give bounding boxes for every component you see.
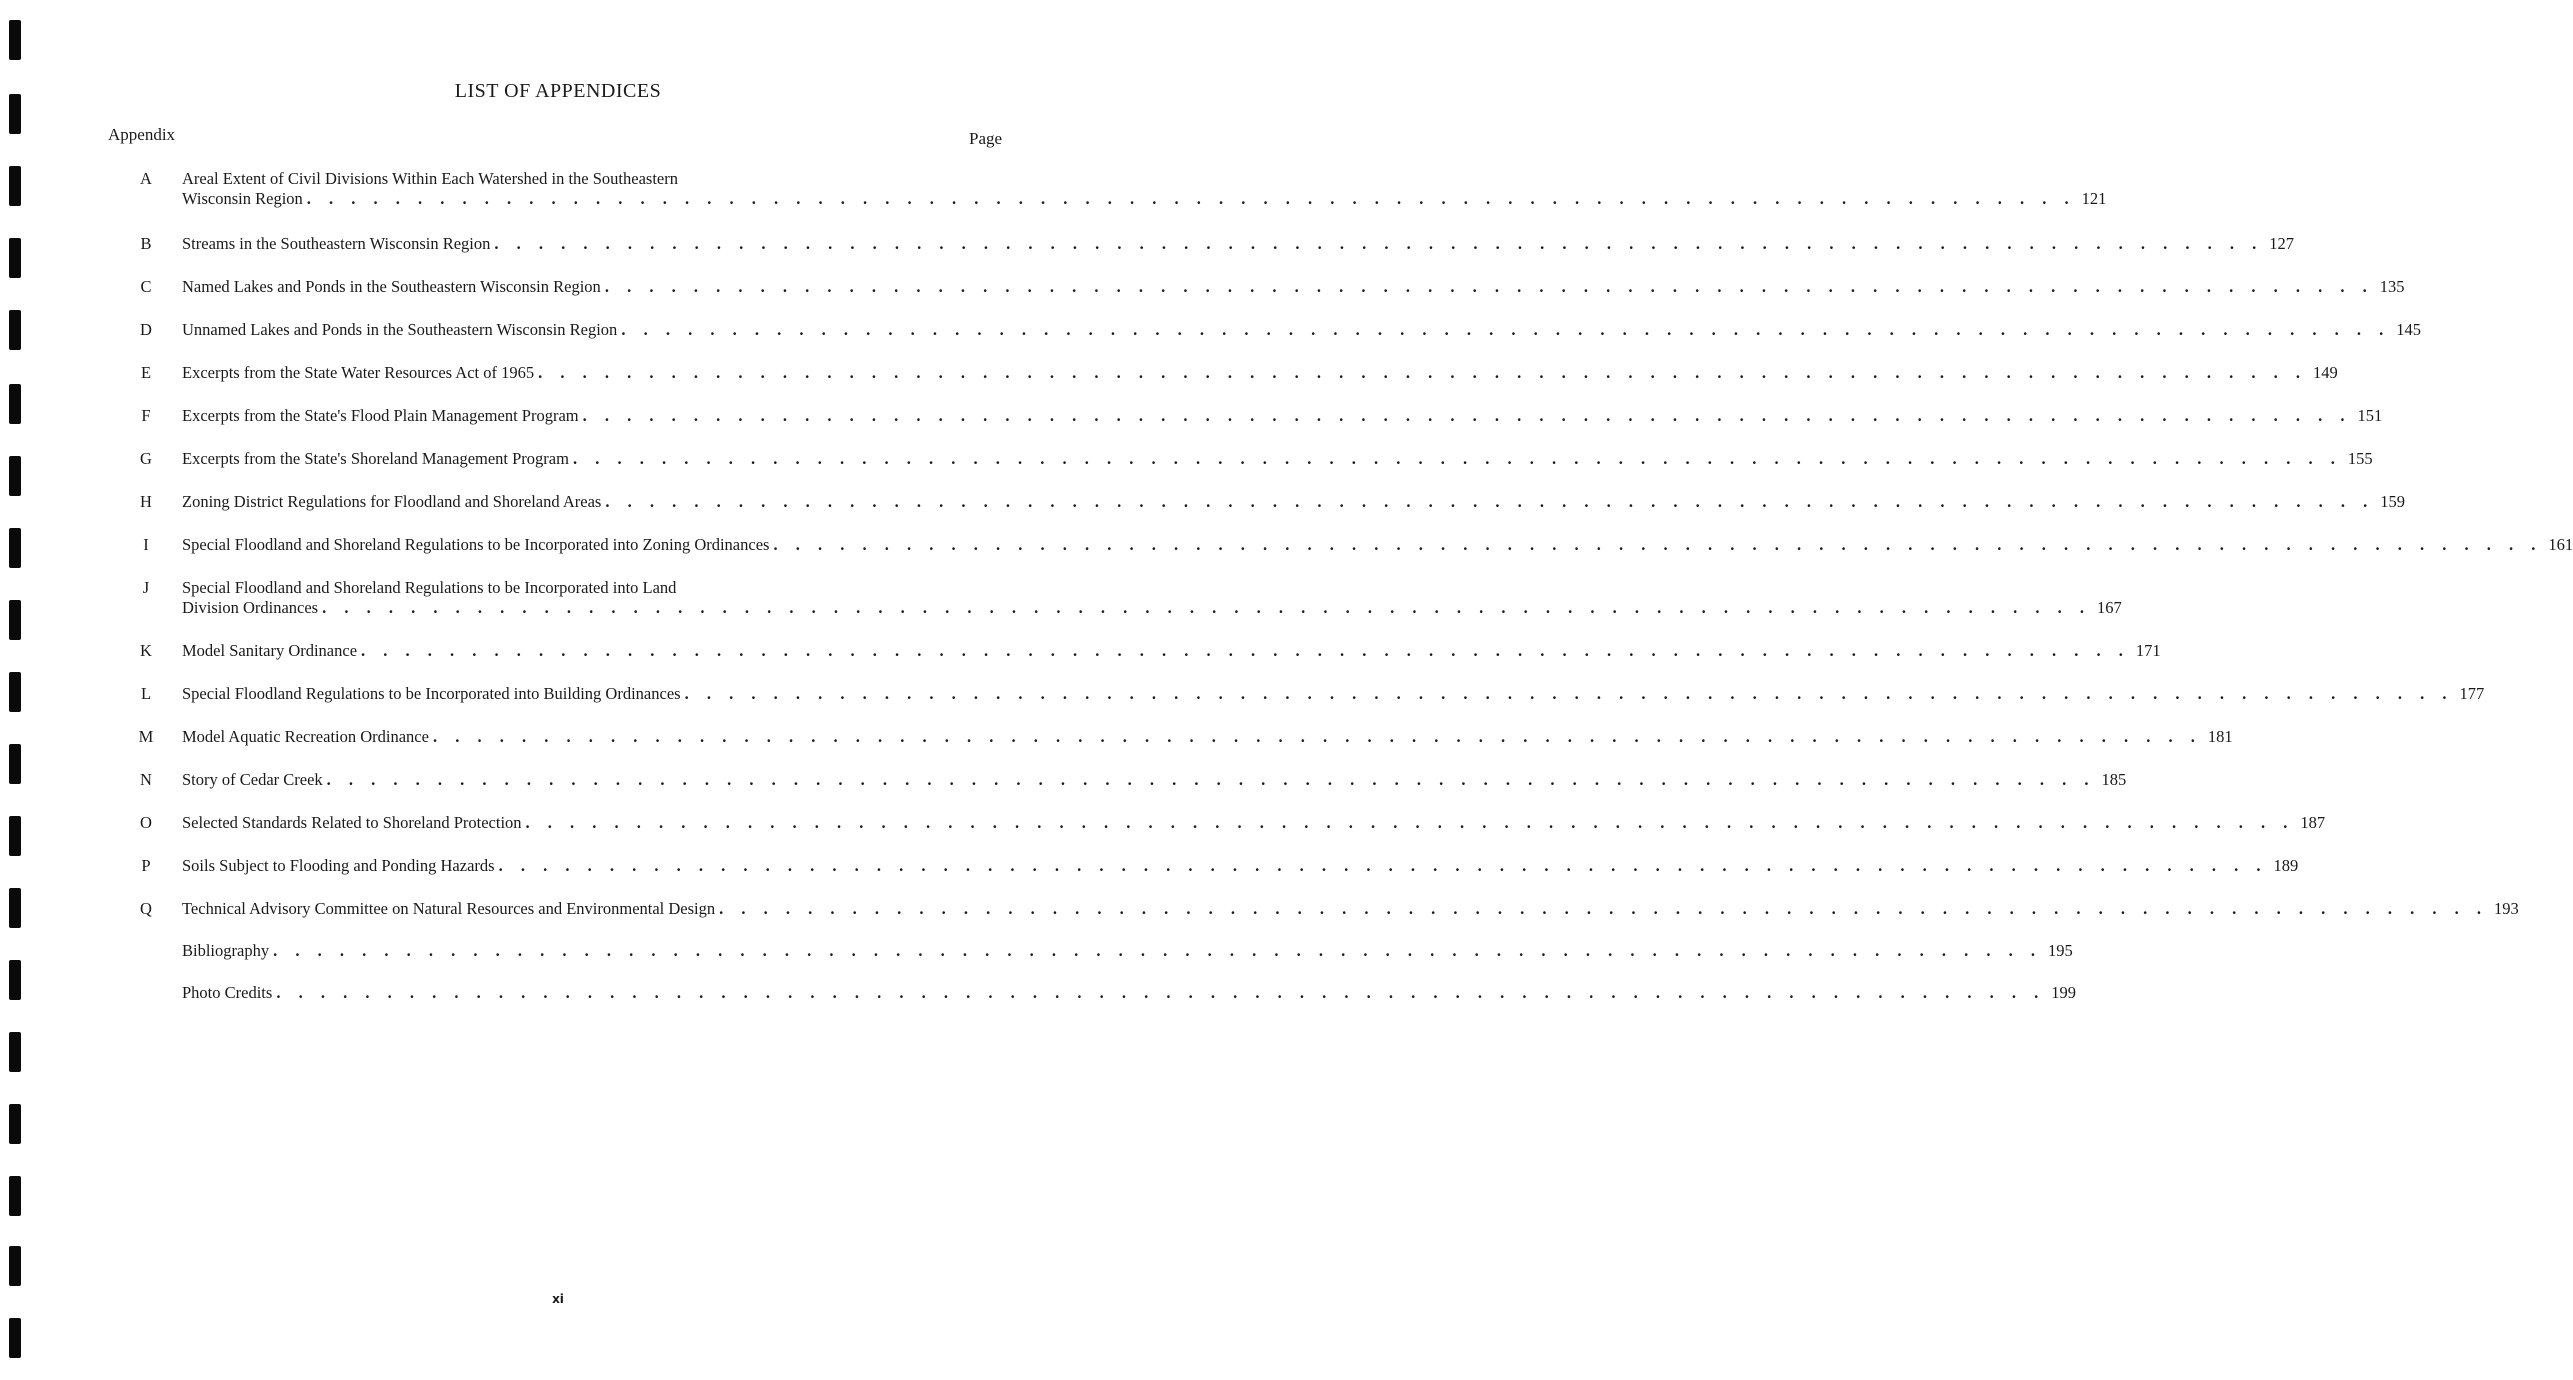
entry-line <box>182 684 2485 704</box>
page-number-ref: 121 <box>2081 189 2107 208</box>
entry-body <box>182 684 2485 704</box>
entry-body <box>182 641 2161 661</box>
appendix-column-header: Appendix <box>108 125 176 144</box>
entry-title: Named Lakes and Ponds in the Southeastern Wisconsin Region <box>182 277 601 296</box>
page-number-ref: 161 <box>2548 535 2573 554</box>
appendix-letter: A <box>140 169 152 188</box>
entry-line <box>182 277 2405 297</box>
page-number-ref: 167 <box>2096 598 2122 617</box>
entry-body <box>182 770 2127 790</box>
page-number-ref: 193 <box>2494 899 2519 918</box>
page-column-header: Page <box>969 129 1003 148</box>
dot-leader: . . . . . . . . . . . . . . . . . . . . . . . . . . . . . . . . . . . . . . . . . . . . . . . . . . . . . . . . . . . . . . . . . . . . . . . . . . . . . . . . <box>361 641 2130 660</box>
appendix-letter: H <box>140 492 152 511</box>
appendix-letter: L <box>140 684 152 703</box>
entry-line <box>182 234 2294 254</box>
dot-leader: . . . . . . . . . . . . . . . . . . . . . . . . . . . . . . . . . . . . . . . . . . . . . . . . . . . . . . . . . . . . . . . . . . . . . . . . . . . . . . . . <box>525 813 2295 832</box>
page-number-ref: 159 <box>2380 492 2405 511</box>
entry-body <box>182 234 2294 254</box>
entry-line <box>182 641 2161 661</box>
entry-title: Special Floodland and Shoreland Regulations to be Incorporated into Zoning Ordinances <box>182 535 770 554</box>
appendix-letter: B <box>140 234 152 253</box>
page-number-ref: 127 <box>2269 234 2294 253</box>
entry-line <box>182 189 2107 209</box>
entry-title: Story of Cedar Creek <box>182 770 323 789</box>
page-number: xi <box>552 1292 564 1306</box>
dot-leader: . . . . . . . . . . . . . . . . . . . . . . . . . . . . . . . . . . . . . . . . . . . . . . . . . . . . . . . . . . . . . . . . . . . . . . . . . . . . . . . . <box>605 492 2375 511</box>
entry-body <box>182 169 2107 209</box>
page-number-ref: 155 <box>2347 449 2373 468</box>
appendix-letter: F <box>141 406 151 425</box>
dot-leader: . . . . . . . . . . . . . . . . . . . . . . . . . . . . . . . . . . . . . . . . . . . . . . . . . . . . . . . . . . . . . . . . . . . . . . . . . . . . . . . . <box>773 535 2543 554</box>
dot-leader: . . . . . . . . . . . . . . . . . . . . . . . . . . . . . . . . . . . . . . . . . . . . . . . . . . . . . . . . . . . . . . . . . . . . . . . . . . . . . . . . <box>604 277 2374 296</box>
entry-line <box>182 492 2405 512</box>
entry-body <box>182 535 2573 555</box>
dot-leader: . . . . . . . . . . . . . . . . . . . . . . . . . . . . . . . . . . . . . . . . . . . . . . . . . . . . . . . . . . . . . . . . . . . . . . . . . . . . . . . . <box>322 598 2091 617</box>
appendix-letter: O <box>140 813 152 832</box>
entry-line <box>182 406 2383 426</box>
appendix-letter: Q <box>140 899 152 918</box>
entry-title: Photo Credits <box>182 983 273 1002</box>
appendix-letter: C <box>140 277 152 296</box>
entry-body <box>182 449 2373 469</box>
appendix-letter: N <box>140 770 152 789</box>
entry-title: Excerpts from the State's Flood Plain Management Program <box>182 406 579 425</box>
entry-title: Excerpts from the State Water Resources Act of 1965 <box>182 363 535 382</box>
entry-line <box>182 363 2338 383</box>
page-number-ref: 181 <box>2207 727 2233 746</box>
entry-body <box>182 363 2338 383</box>
entry-title-continuation: Division Ordinances <box>182 598 319 617</box>
entry-body <box>182 727 2233 747</box>
entry-body <box>182 578 2122 618</box>
page-number-ref: 187 <box>2300 813 2326 832</box>
entry-line <box>182 813 2326 833</box>
entry-body <box>182 492 2405 512</box>
entry-body <box>182 277 2405 297</box>
dot-leader: . . . . . . . . . . . . . . . . . . . . . . . . . . . . . . . . . . . . . . . . . . . . . . . . . . . . . . . . . . . . . . . . . . . . . . . . . . . . . . . . <box>684 684 2454 703</box>
dot-leader: . . . . . . . . . . . . . . . . . . . . . . . . . . . . . . . . . . . . . . . . . . . . . . . . . . . . . . . . . . . . . . . . . . . . . . . . . . . . . . . . <box>621 320 2391 339</box>
page-number-ref: 149 <box>2312 363 2338 382</box>
dot-leader: . . . . . . . . . . . . . . . . . . . . . . . . . . . . . . . . . . . . . . . . . . . . . . . . . . . . . . . . . . . . . . . . . . . . . . . . . . . . . . . . <box>306 189 2076 208</box>
appendix-letter: K <box>140 641 152 660</box>
dot-leader: . . . . . . . . . . . . . . . . . . . . . . . . . . . . . . . . . . . . . . . . . . . . . . . . . . . . . . . . . . . . . . . . . . . . . . . . . . . . . . . . <box>276 983 2046 1002</box>
entry-title: Model Aquatic Recreation Ordinance <box>182 727 429 746</box>
entry-title: Bibliography <box>182 941 270 960</box>
entry-title: Model Sanitary Ordinance <box>182 641 358 660</box>
entry-title: Special Floodland and Shoreland Regulations to be Incorporated into Land <box>182 578 677 597</box>
entry-line <box>182 727 2233 747</box>
entry-title: Excerpts from the State's Shoreland Management Program <box>182 449 569 468</box>
page-number-ref: 135 <box>2379 277 2405 296</box>
entry-line <box>182 983 2076 1003</box>
entry-line <box>182 320 2421 340</box>
entry-body <box>182 856 2299 876</box>
dot-leader: . . . . . . . . . . . . . . . . . . . . . . . . . . . . . . . . . . . . . . . . . . . . . . . . . . . . . . . . . . . . . . . . . . . . . . . . . . . . . . . . <box>326 770 2096 789</box>
entry-body <box>182 899 2519 919</box>
page-title: LIST OF APPENDICES <box>454 80 662 102</box>
entry-body <box>182 320 2421 340</box>
dot-leader: . . . . . . . . . . . . . . . . . . . . . . . . . . . . . . . . . . . . . . . . . . . . . . . . . . . . . . . . . . . . . . . . . . . . . . . . . . . . . . . . <box>498 856 2268 875</box>
appendix-letter: J <box>142 578 150 597</box>
dot-leader: . . . . . . . . . . . . . . . . . . . . . . . . . . . . . . . . . . . . . . . . . . . . . . . . . . . . . . . . . . . . . . . . . . . . . . . . . . . . . . . . <box>538 363 2307 382</box>
entry-line <box>182 449 2373 469</box>
page-number-ref: 171 <box>2135 641 2161 660</box>
entry-line <box>182 770 2127 790</box>
appendix-letter: I <box>143 535 149 554</box>
entry-body <box>182 941 2073 961</box>
page-number-ref: 199 <box>2051 983 2076 1002</box>
entry-title: Areal Extent of Civil Divisions Within Each Watershed in the Southeastern <box>182 169 678 188</box>
entry-title: Zoning District Regulations for Floodland and Shoreland Areas <box>182 492 602 511</box>
appendix-letter: D <box>140 320 152 339</box>
appendix-letter: G <box>140 449 152 468</box>
entry-line <box>182 899 2519 919</box>
page-number-ref: 151 <box>2357 406 2383 425</box>
page-number-ref: 189 <box>2273 856 2299 875</box>
entry-title: Selected Standards Related to Shoreland Protection <box>182 813 522 832</box>
dot-leader: . . . . . . . . . . . . . . . . . . . . . . . . . . . . . . . . . . . . . . . . . . . . . . . . . . . . . . . . . . . . . . . . . . . . . . . . . . . . . . . . <box>273 941 2042 960</box>
entry-body <box>182 406 2383 426</box>
dot-leader: . . . . . . . . . . . . . . . . . . . . . . . . . . . . . . . . . . . . . . . . . . . . . . . . . . . . . . . . . . . . . . . . . . . . . . . . . . . . . . . . <box>432 727 2202 746</box>
page-number-ref: 185 <box>2101 770 2127 789</box>
dot-leader: . . . . . . . . . . . . . . . . . . . . . . . . . . . . . . . . . . . . . . . . . . . . . . . . . . . . . . . . . . . . . . . . . . . . . . . . . . . . . . . . <box>582 406 2352 425</box>
entry-title-continuation: Wisconsin Region <box>182 189 303 208</box>
entry-title: Streams in the Southeastern Wisconsin Region <box>182 234 491 253</box>
dot-leader: . . . . . . . . . . . . . . . . . . . . . . . . . . . . . . . . . . . . . . . . . . . . . . . . . . . . . . . . . . . . . . . . . . . . . . . . . . . . . . . . <box>719 899 2489 918</box>
dot-leader: . . . . . . . . . . . . . . . . . . . . . . . . . . . . . . . . . . . . . . . . . . . . . . . . . . . . . . . . . . . . . . . . . . . . . . . . . . . . . . . . <box>494 234 2264 253</box>
entry-line <box>182 598 2122 618</box>
entry-title: Special Floodland Regulations to be Incorporated into Building Ordinances <box>182 684 681 703</box>
page-number-ref: 177 <box>2459 684 2485 703</box>
appendix-letter: M <box>138 727 154 746</box>
appendix-letter: E <box>140 363 152 382</box>
entry-line <box>182 856 2299 876</box>
entry-title: Unnamed Lakes and Ponds in the Southeastern Wisconsin Region <box>182 320 618 339</box>
entry-title: Soils Subject to Flooding and Ponding Hazards <box>182 856 495 875</box>
entry-body <box>182 983 2076 1003</box>
entry-body <box>182 813 2326 833</box>
entry-title: Technical Advisory Committee on Natural Resources and Environmental Design <box>182 899 716 918</box>
entry-line <box>182 535 2573 555</box>
appendix-letter: P <box>141 856 151 875</box>
entry-line <box>182 941 2073 961</box>
page-number-ref: 145 <box>2396 320 2421 339</box>
dot-leader: . . . . . . . . . . . . . . . . . . . . . . . . . . . . . . . . . . . . . . . . . . . . . . . . . . . . . . . . . . . . . . . . . . . . . . . . . . . . . . . . <box>572 449 2342 468</box>
page-number-ref: 195 <box>2047 941 2073 960</box>
